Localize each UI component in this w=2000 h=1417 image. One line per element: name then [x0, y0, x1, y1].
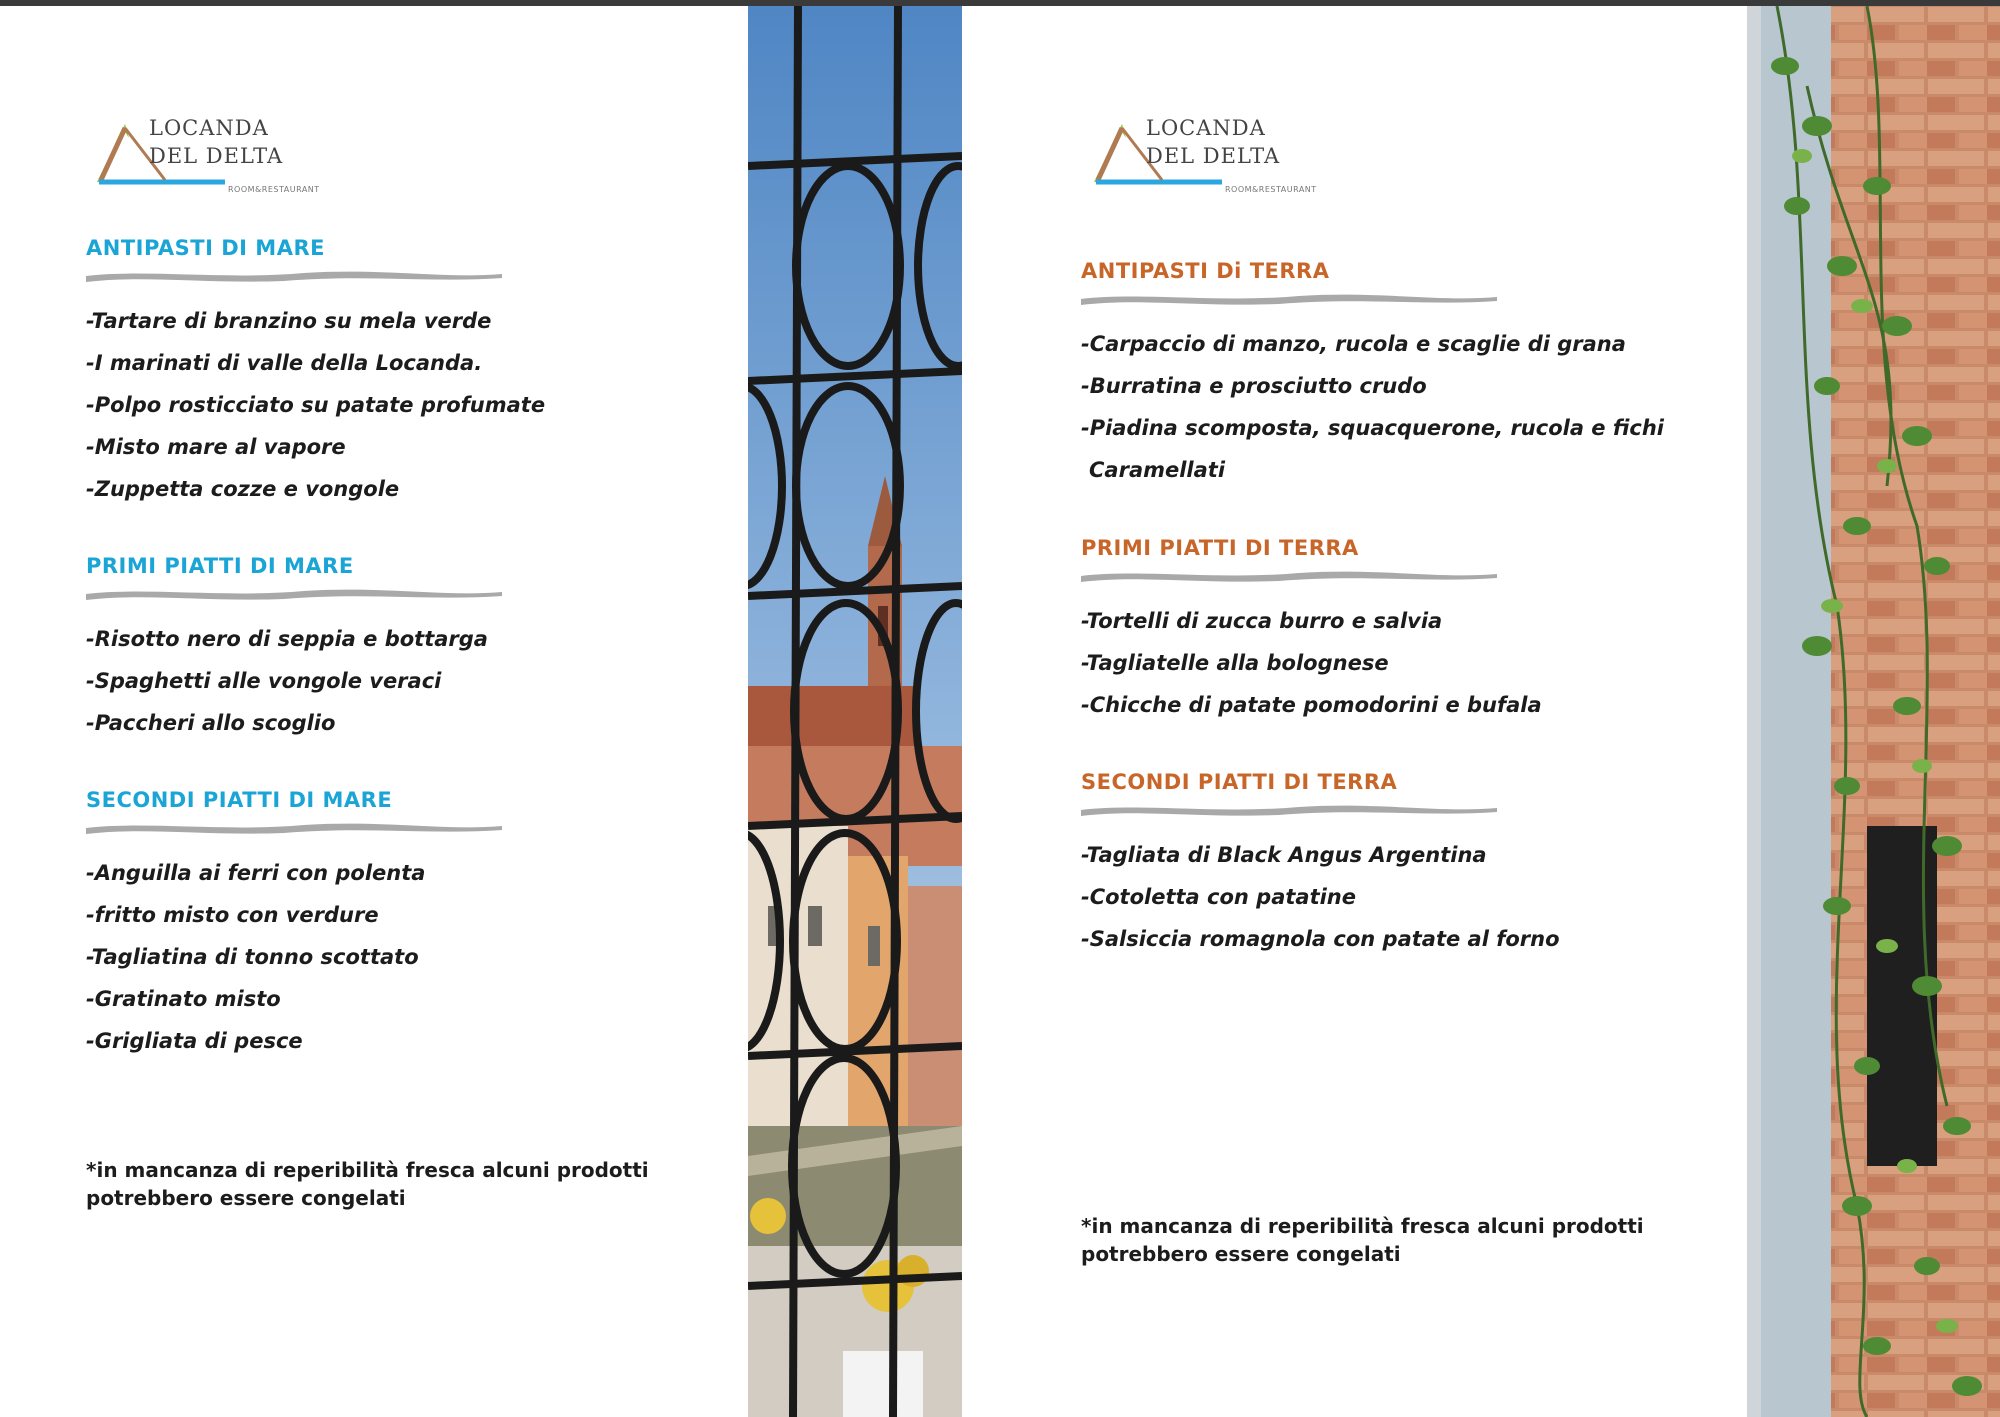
logo-text-locanda: LOCANDA: [1146, 116, 1266, 140]
menu-item: -Tagliatina di tonno scottato: [86, 945, 419, 969]
locanda-del-delta-logo: [1092, 114, 1352, 209]
note-line: potrebbero essere congelati: [86, 1186, 406, 1210]
ivy-photo-illustration: [1747, 6, 2000, 1417]
menu-item: -Risotto nero di seppia e bottarga: [86, 627, 488, 651]
frozen-products-note: [1081, 1212, 1644, 1268]
section-title: PRIMI PIATTI DI MARE: [86, 554, 354, 578]
logo-text-locanda: LOCANDA: [149, 116, 269, 140]
menu-item: -Burratina e prosciutto crudo: [1081, 374, 1427, 398]
menu-item: -Tortelli di zucca burro e salvia: [1081, 609, 1443, 633]
menu-item: -Tagliatelle alla bolognese: [1081, 651, 1389, 675]
menu-item: -Chicche di patate pomodorini e bufala: [1081, 693, 1542, 717]
section-title: SECONDI PIATTI DI MARE: [86, 788, 393, 812]
logo-text-del-delta: DEL DELTA: [1146, 144, 1281, 168]
menu-item: -Salsiccia romagnola con patate al forno: [1081, 927, 1560, 951]
section-secondi-mare: [86, 788, 504, 1062]
logo-text-del-delta: DEL DELTA: [149, 144, 284, 168]
menu-item: -Gratinato misto: [86, 987, 281, 1011]
note-line: *in mancanza di reperibilità fresca alcuni prodotti: [1081, 1214, 1644, 1238]
logo-tagline: ROOM&RESTAURANT: [228, 185, 320, 194]
menu-item: -fritto misto con verdure: [86, 903, 379, 927]
canal-photo-illustration: [748, 6, 962, 1417]
menu-item: -Tagliata di Black Angus Argentina: [1081, 843, 1487, 867]
ivy-on-brick-wall-photo: [1747, 6, 2000, 1417]
section-secondi-terra: [1081, 770, 1560, 960]
menu-item: -Tartare di branzino su mela verde: [86, 309, 492, 333]
menu-page-land: [962, 6, 1747, 1417]
section-title: PRIMI PIATTI DI TERRA: [1081, 536, 1359, 560]
section-primi-terra: [1081, 536, 1542, 726]
note-line: potrebbero essere congelati: [1081, 1242, 1401, 1266]
section-primi-mare: [86, 554, 504, 744]
frozen-products-note: [86, 1156, 649, 1212]
section-title: ANTIPASTI Di TERRA: [1081, 259, 1330, 283]
menu-item: -Paccheri allo scoglio: [86, 711, 336, 735]
menu-item: -Carpaccio di manzo, rucola e scaglie di grana: [1081, 332, 1626, 356]
brush-stroke-divider: [84, 586, 504, 602]
note-line: *in mancanza di reperibilità fresca alcuni prodotti: [86, 1158, 649, 1182]
menu-item: -I marinati di valle della Locanda.: [86, 351, 483, 375]
menu-item-continuation: Caramellati: [1089, 458, 1226, 482]
logo-tagline: ROOM&RESTAURANT: [1225, 185, 1317, 194]
locanda-del-delta-logo: [95, 114, 355, 209]
canal-through-iron-grille-photo: [748, 6, 962, 1417]
brush-stroke-divider: [1079, 802, 1499, 818]
menu-item: -Zuppetta cozze e vongole: [86, 477, 400, 501]
menu-item: -Cotoletta con patatine: [1081, 885, 1356, 909]
section-title: SECONDI PIATTI DI TERRA: [1081, 770, 1398, 794]
brush-stroke-divider: [84, 268, 504, 284]
brush-stroke-divider: [84, 820, 504, 836]
menu-item: -Misto mare al vapore: [86, 435, 346, 459]
menu-page-sea: [0, 6, 748, 1417]
menu-item: -Polpo rosticciato su patate profumate: [86, 393, 546, 417]
section-antipasti-terra: [1081, 259, 1664, 491]
menu-item: -Piadina scomposta, squacquerone, rucola e fichi: [1081, 416, 1664, 440]
section-antipasti-mare: [86, 236, 545, 510]
section-title: ANTIPASTI DI MARE: [86, 236, 325, 260]
menu-item: -Spaghetti alle vongole veraci: [86, 669, 442, 693]
menu-item: -Grigliata di pesce: [86, 1029, 303, 1053]
brush-stroke-divider: [1079, 568, 1499, 584]
brush-stroke-divider: [1079, 291, 1499, 307]
menu-item: -Anguilla ai ferri con polenta: [86, 861, 426, 885]
